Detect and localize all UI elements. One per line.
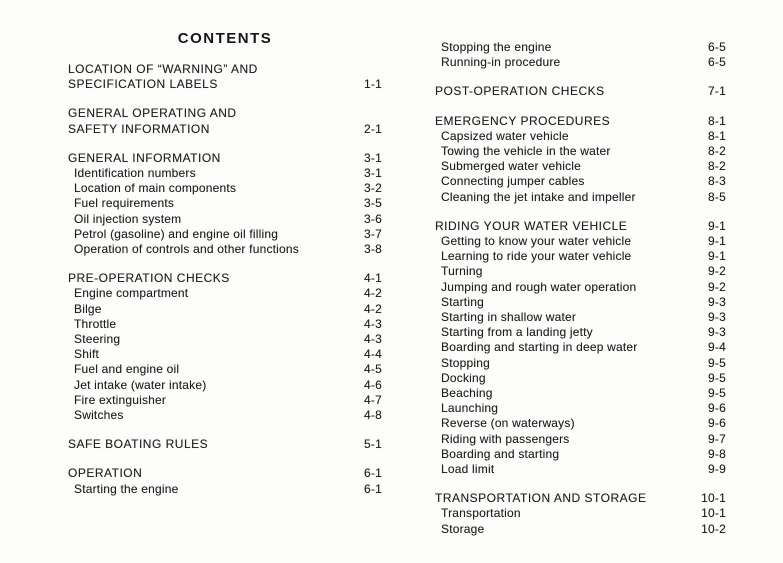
toc-entry [68, 482, 382, 497]
page-title: CONTENTS [177, 30, 273, 47]
toc-entry-page-number: 9-1 [708, 249, 726, 264]
toc-entry [435, 295, 726, 310]
toc-section-page-number: 5-1 [364, 437, 382, 452]
toc-entry [435, 416, 726, 431]
toc-entry [435, 129, 726, 144]
toc-entry [68, 181, 382, 196]
toc-entry-page-number: 9-2 [708, 264, 726, 279]
toc-entry-label: Operation of controls and other functions [74, 242, 299, 257]
toc-entry [68, 347, 382, 362]
toc-entry-label: Boarding and starting [441, 446, 560, 461]
toc-entry-label: Boarding and starting in deep water [441, 340, 638, 355]
toc-entry-label: Load limit [441, 462, 495, 477]
toc-entry-label: Capsized water vehicle [441, 128, 569, 143]
toc-entry [435, 40, 726, 55]
toc-entry-page-number: 4-5 [364, 362, 382, 377]
toc-section-title: POST-OPERATION CHECKS [435, 84, 605, 99]
toc-entry [435, 432, 726, 447]
toc-entry-label: Jumping and rough water operation [441, 279, 637, 294]
toc-section-header [435, 84, 726, 99]
toc-entry-label: Bilge [74, 301, 102, 316]
toc-entry-page-number: 9-3 [708, 325, 726, 340]
toc-section-header [435, 491, 726, 506]
toc-entry-page-number: 3-7 [364, 226, 382, 241]
toc-entry-page-number: 9-6 [708, 416, 726, 431]
toc-entry-page-number: 3-2 [364, 181, 382, 196]
toc-section [68, 106, 382, 136]
toc-section [68, 466, 382, 496]
toc-entry [68, 242, 382, 257]
toc-entry-label: Starting [441, 294, 484, 309]
toc-entry [68, 393, 382, 408]
toc-entry [435, 234, 726, 249]
toc-entry-page-number: 4-6 [364, 377, 382, 392]
toc-entry-label: Starting the engine [74, 481, 179, 496]
toc-section-header [68, 106, 382, 136]
toc-entry-page-number: 8-2 [708, 159, 726, 174]
toc-entry-label: Shift [74, 347, 100, 362]
toc-entry [435, 356, 726, 371]
toc-entry [435, 264, 726, 279]
toc-section-header [435, 219, 726, 234]
toc-entry [435, 249, 726, 264]
toc-section-title: RIDING YOUR WATER VEHICLE [435, 218, 628, 233]
toc-entry-label: Connecting jumper cables [441, 174, 585, 189]
toc-entry-page-number: 8-5 [708, 189, 726, 204]
toc-section [68, 151, 382, 257]
toc-section-header [68, 437, 382, 452]
toc-entry [435, 325, 726, 340]
toc-entry-page-number: 10-2 [701, 521, 726, 536]
toc-entry [435, 522, 726, 537]
toc-entry-label: Steering [74, 332, 121, 347]
toc-entry-label: Getting to know your water vehicle [441, 234, 632, 249]
toc-entry-label: Fuel requirements [74, 196, 175, 211]
toc-entry-page-number: 4-4 [364, 347, 382, 362]
toc-section [435, 219, 726, 477]
toc-entry-label: Reverse (on waterways) [441, 416, 575, 431]
toc-section-page-number: 2-1 [364, 121, 382, 136]
toc-section [68, 271, 382, 423]
toc-section-header [435, 114, 726, 129]
toc-entry-label: Stopping [441, 355, 490, 370]
toc-entry-page-number: 3-6 [364, 211, 382, 226]
toc-entry [68, 302, 382, 317]
toc-entry-label: Turning [441, 264, 483, 279]
toc-entry-label: Jet intake (water intake) [74, 377, 207, 392]
toc-entry-page-number: 6-5 [708, 55, 726, 70]
toc-entry [435, 55, 726, 70]
toc-entry [68, 212, 382, 227]
toc-entry-label: Storage [441, 521, 485, 536]
toc-section [68, 62, 382, 92]
toc-column-right [435, 40, 726, 537]
toc-entry-page-number: 8-2 [708, 144, 726, 159]
toc-entry-page-number: 3-5 [364, 196, 382, 211]
toc-section-page-number: 10-1 [701, 491, 726, 506]
toc-entry-page-number: 9-7 [708, 431, 726, 446]
toc-entry-page-number: 9-8 [708, 446, 726, 461]
toc-entry [435, 174, 726, 189]
toc-column-left [68, 62, 382, 497]
toc-section [435, 84, 726, 99]
toc-section-title: SAFE BOATING RULES [68, 437, 209, 452]
toc-section [435, 40, 726, 70]
toc-section-header [68, 151, 382, 166]
toc-entry-label: Docking [441, 370, 486, 385]
toc-entry-page-number: 3-8 [364, 242, 382, 257]
toc-section-title: TRANSPORTATION AND STORAGE [435, 491, 647, 506]
toc-entry [68, 408, 382, 423]
toc-entry-label: Beaching [441, 386, 493, 401]
toc-entry [435, 340, 726, 355]
toc-section [435, 114, 726, 205]
toc-entry [435, 401, 726, 416]
toc-section [435, 491, 726, 537]
toc-entry-label: Riding with passengers [441, 431, 570, 446]
toc-section [68, 437, 382, 452]
toc-entry [68, 317, 382, 332]
toc-entry [435, 447, 726, 462]
toc-section-page-number: 4-1 [364, 271, 382, 286]
toc-entry [435, 159, 726, 174]
toc-entry-page-number: 4-3 [364, 332, 382, 347]
toc-entry-label: Learning to ride your water vehicle [441, 249, 632, 264]
toc-section-page-number: 6-1 [364, 466, 382, 481]
toc-entry [68, 332, 382, 347]
toc-section-title: OPERATION [68, 466, 143, 481]
toc-entry-label: Cleaning the jet intake and impeller [441, 189, 636, 204]
toc-entry [68, 286, 382, 301]
toc-entry-label: Switches [74, 408, 124, 423]
toc-section-title: LOCATION OF “WARNING” AND SPECIFICATION LABELS [68, 62, 258, 92]
toc-entry [68, 196, 382, 211]
toc-entry-label: Throttle [74, 316, 117, 331]
toc-entry-page-number: 8-3 [708, 174, 726, 189]
toc-entry [68, 378, 382, 393]
toc-entry [435, 386, 726, 401]
toc-entry-page-number: 6-1 [364, 481, 382, 496]
toc-entry-page-number: 4-3 [364, 316, 382, 331]
toc-entry [435, 371, 726, 386]
toc-section-header [68, 466, 382, 481]
toc-entry-page-number: 9-5 [708, 386, 726, 401]
toc-entry-page-number: 9-2 [708, 279, 726, 294]
toc-entry-page-number: 4-7 [364, 392, 382, 407]
toc-entry-label: Starting from a landing jetty [441, 325, 593, 340]
toc-entry-page-number: 9-5 [708, 355, 726, 370]
toc-entry-page-number: 8-1 [708, 128, 726, 143]
toc-entry-page-number: 9-4 [708, 340, 726, 355]
toc-entry-label: Submerged water vehicle [441, 159, 582, 174]
toc-entry-page-number: 4-8 [364, 408, 382, 423]
toc-entry-label: Stopping the engine [441, 40, 552, 54]
toc-entry-page-number: 9-5 [708, 370, 726, 385]
toc-section-title: GENERAL INFORMATION [68, 150, 221, 165]
toc-section-page-number: 3-1 [364, 150, 382, 165]
toc-entry [435, 506, 726, 521]
toc-entry [435, 144, 726, 159]
toc-entry-page-number: 9-1 [708, 234, 726, 249]
toc-entry-label: Fire extinguisher [74, 392, 167, 407]
toc-entry [435, 280, 726, 295]
toc-section-page-number: 8-1 [708, 113, 726, 128]
toc-section-page-number: 7-1 [708, 84, 726, 99]
toc-entry [68, 227, 382, 242]
toc-entry-label: Oil injection system [74, 211, 182, 226]
toc-entry-page-number: 9-6 [708, 401, 726, 416]
toc-entry-page-number: 3-1 [364, 166, 382, 181]
toc-entry [68, 362, 382, 377]
toc-entry-page-number: 9-3 [708, 294, 726, 309]
toc-entry-label: Engine compartment [74, 286, 189, 301]
toc-entry-page-number: 6-5 [708, 40, 726, 54]
toc-entry [435, 190, 726, 205]
toc-section-title: EMERGENCY PROCEDURES [435, 113, 611, 128]
toc-entry-page-number: 10-1 [701, 506, 726, 521]
toc-entry-label: Launching [441, 401, 499, 416]
toc-entry [68, 166, 382, 181]
toc-entry-page-number: 9-3 [708, 310, 726, 325]
toc-section-header [68, 62, 382, 92]
toc-section-page-number: 1-1 [364, 77, 382, 92]
toc-entry-label: Petrol (gasoline) and engine oil filling [74, 226, 279, 241]
toc-entry-page-number: 4-2 [364, 301, 382, 316]
toc-section-page-number: 9-1 [708, 218, 726, 233]
toc-entry-label: Running-in procedure [441, 55, 561, 70]
toc-entry-label: Location of main components [74, 181, 237, 196]
toc-entry-label: Fuel and engine oil [74, 362, 180, 377]
toc-entry-label: Starting in shallow water [441, 310, 577, 325]
toc-entry-label: Identification numbers [74, 166, 196, 181]
toc-entry-page-number: 9-9 [708, 462, 726, 477]
toc-section-header [68, 271, 382, 286]
toc-entry-page-number: 4-2 [364, 286, 382, 301]
toc-entry-label: Transportation [441, 506, 521, 521]
toc-section-title: PRE-OPERATION CHECKS [68, 271, 230, 286]
toc-entry-label: Towing the vehicle in the water [441, 144, 611, 159]
toc-entry [435, 462, 726, 477]
toc-section-title: GENERAL OPERATING AND SAFETY INFORMATION [68, 106, 237, 136]
toc-entry [435, 310, 726, 325]
